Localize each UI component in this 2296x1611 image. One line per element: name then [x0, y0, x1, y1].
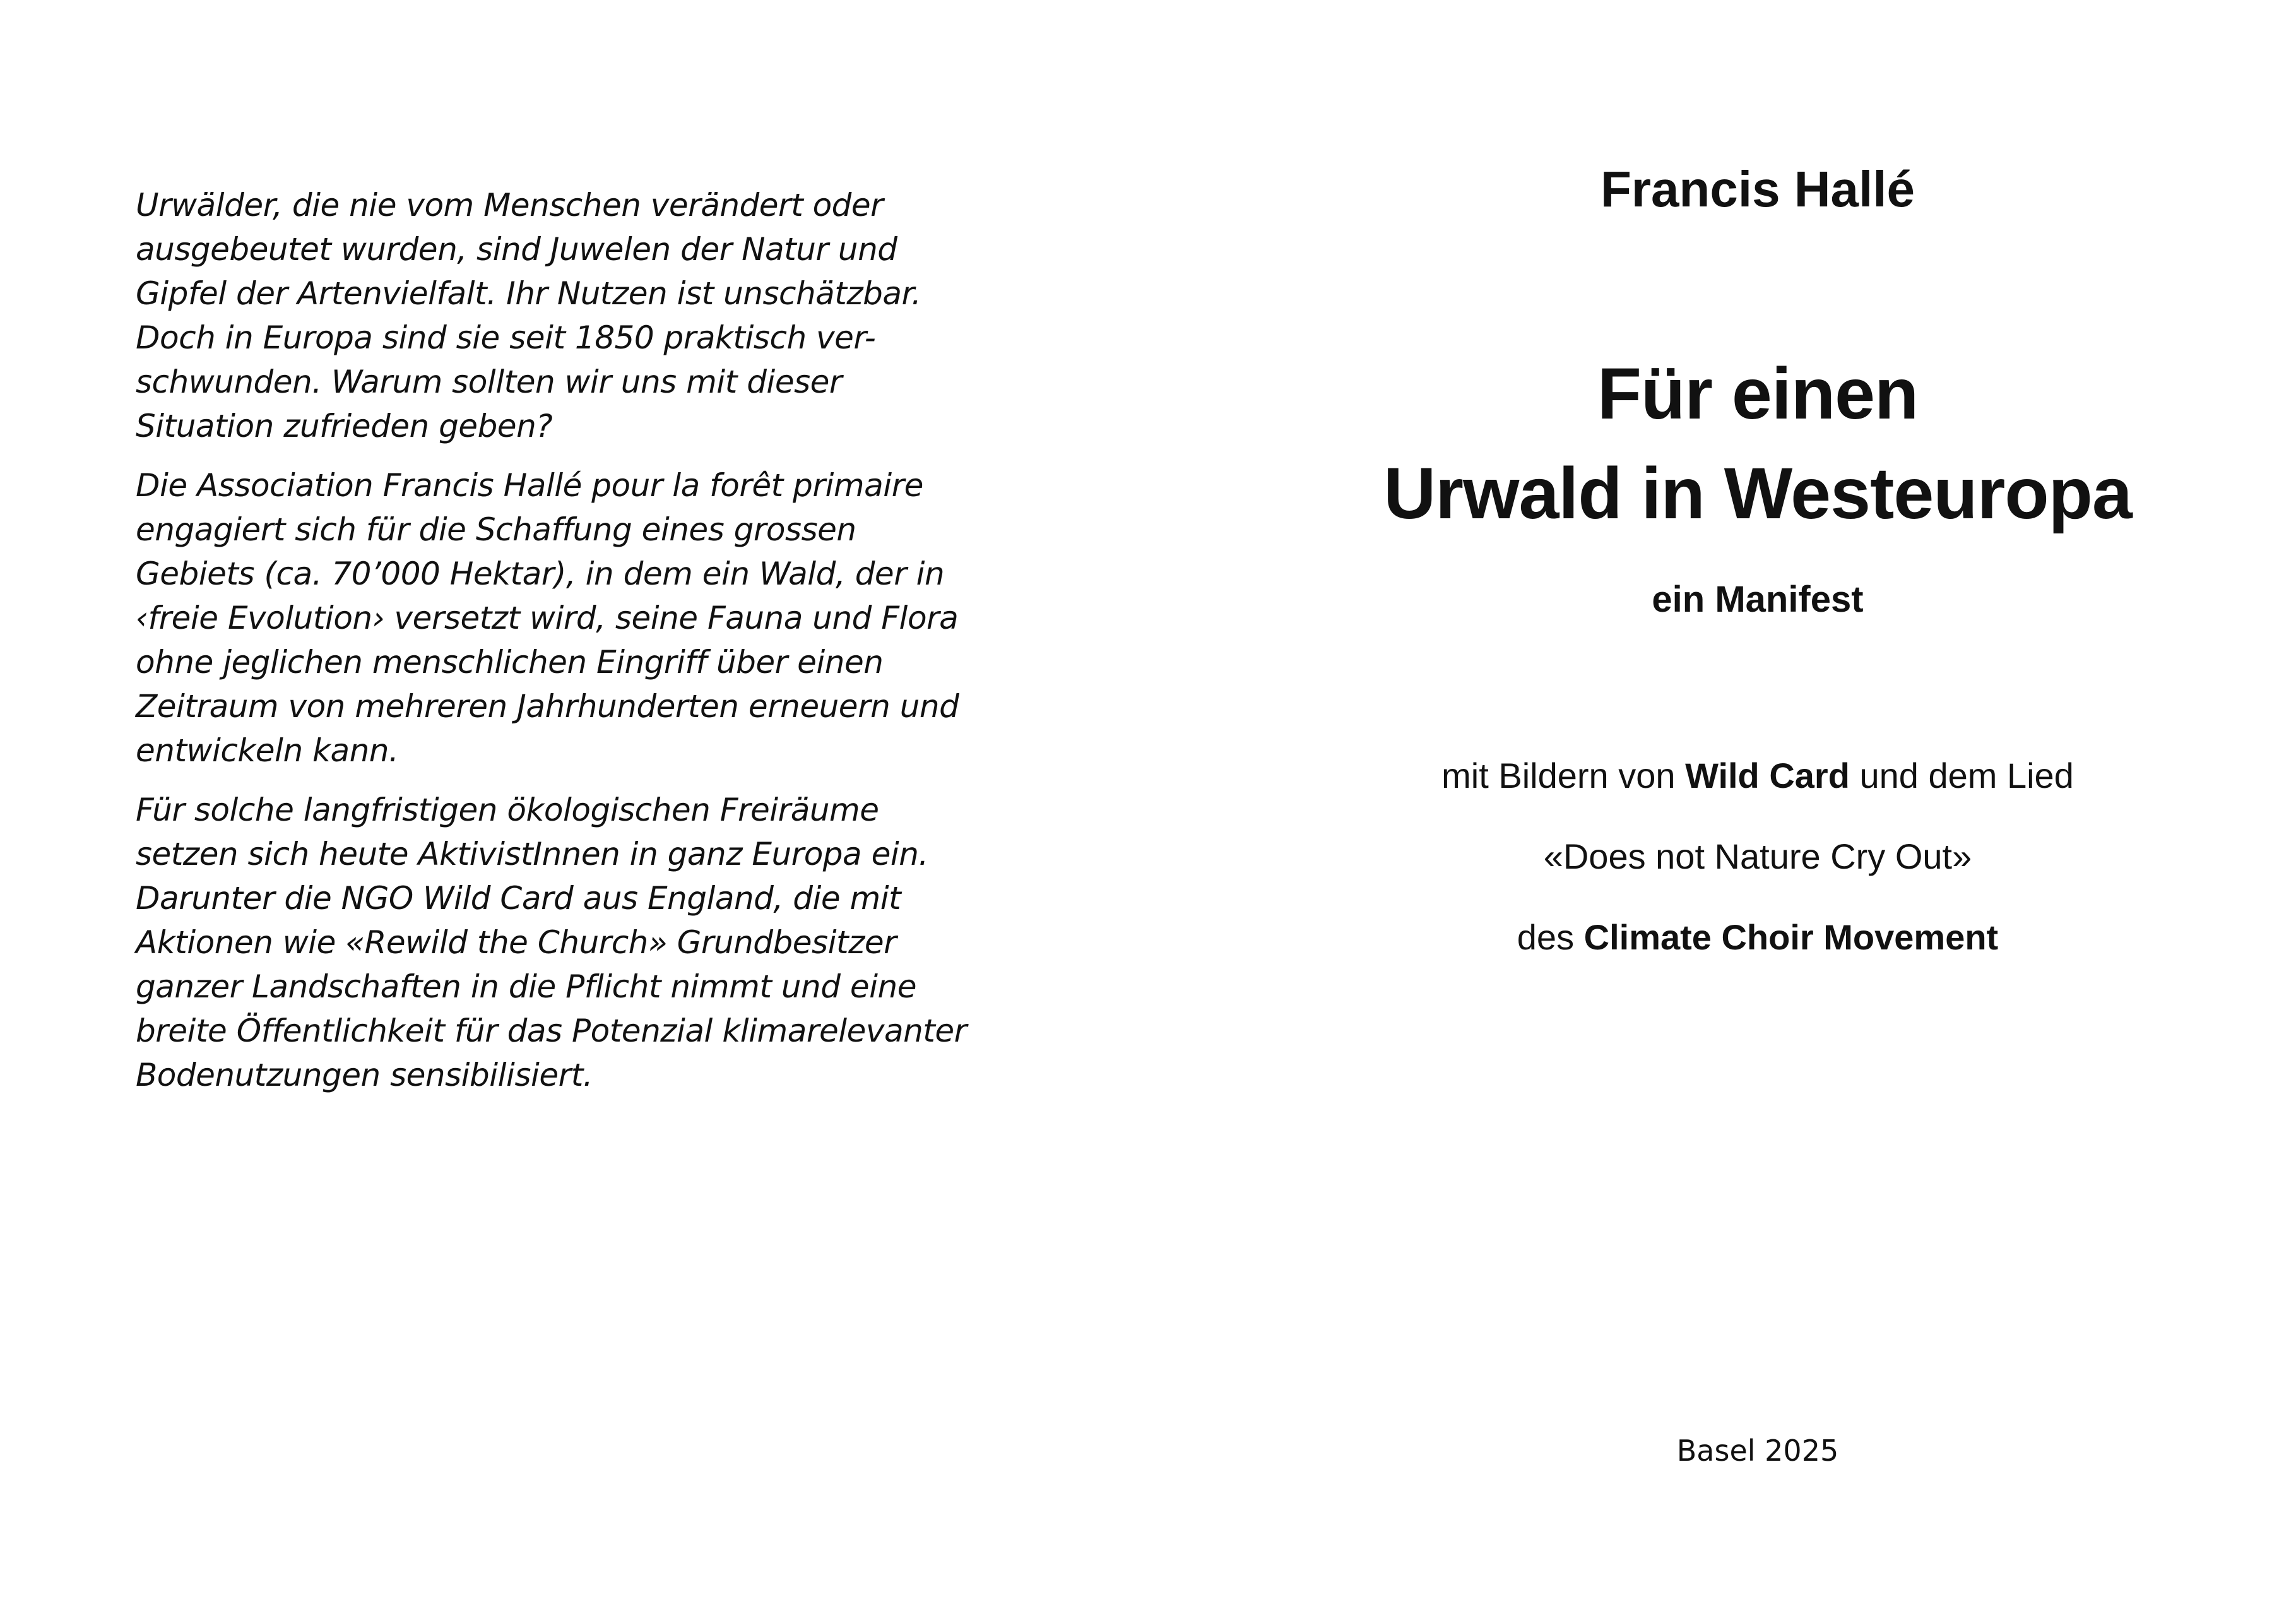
- imprint: Basel 2025: [1676, 1434, 1839, 1468]
- author-name: Francis Hallé: [1600, 161, 1915, 217]
- credits-climate-choir: Climate Choir Movement: [1583, 917, 1999, 957]
- credits: [1325, 754, 2190, 997]
- credits-line-3-prefix: des: [1517, 917, 1584, 957]
- blurb-paragraph-1: Urwälder, die nie vom Menschen verändert oder ausgebeutet wurden, sind Juwelen der Natur und Gipfel der Artenvielfalt. Ihr Nutzen ist unschätzbar. Doch in Europa sind sie seit 1850 praktisch ver- schwunden. Warum sollten wir uns mit dieser Situation zufrieden geben?: [136, 187, 921, 444]
- blurb-paragraph-3: Für solche langfristigen ökologischen Freiräume setzen sich heute AktivistInnen in ganz Europa ein. Darunter die NGO Wild Card aus England, die mit Aktionen wie «Rewild the Church» Grundbesitzer ganzer Landschaften in die Pflicht nimmt und eine breite Öffentlichkeit für das Potenzial klimarelevanter Bodenutzungen sensibilisiert.: [136, 792, 967, 1093]
- book-title-line-1: Für einen: [1597, 354, 1919, 434]
- credits-line-3: [1325, 916, 2190, 959]
- back-cover-blurb: [136, 183, 981, 1112]
- credits-line-1-suffix: und dem Lied: [1849, 756, 2074, 795]
- book-title: [1325, 344, 2190, 544]
- blurb-paragraph-2: Die Association Francis Hallé pour la forêt primaire engagiert sich für die Schaffung eines grossen Gebiets (ca. 70’000 Hektar), in dem ein Wald, der in ‹freie Evolution› versetzt wird, seine Fauna und Flora ohne jeglichen menschlichen Eingriff über einen Zeitraum von mehreren Jahrhunderten erneuern und entwickeln kann.: [136, 467, 959, 769]
- credits-line-1-prefix: mit Bildern von: [1441, 756, 1686, 795]
- title-page: [1325, 0, 2190, 1611]
- credits-line-2: «Does not Nature Cry Out»: [1543, 836, 1972, 876]
- credits-line-1: [1325, 754, 2190, 797]
- credits-wild-card: Wild Card: [1685, 756, 1850, 795]
- book-title-line-2: Urwald in Westeuropa: [1383, 453, 2132, 534]
- book-subtitle: ein Manifest: [1652, 579, 1864, 620]
